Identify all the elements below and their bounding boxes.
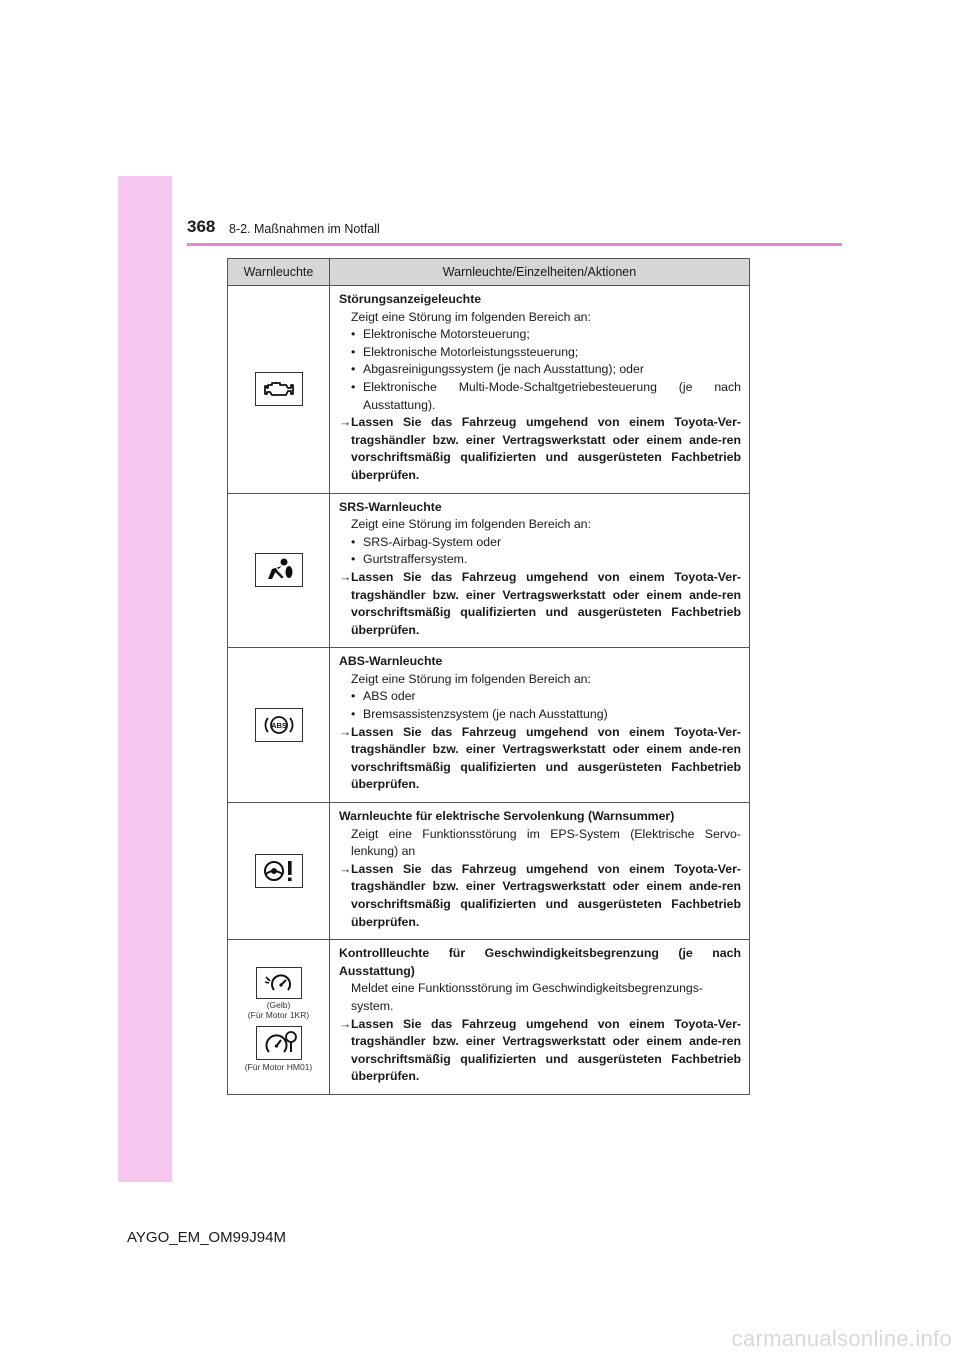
header-divider [187,243,842,246]
action-text: Lassen Sie das Fahrzeug umgehend von einem Toyota-Ver-tragshändler bzw. einer Vertragswerkstatt oder einem ande-ren vorschriftsmäßig qualifizierten und ausgerüsteten Fachbetrieb überprüfen. [351,1016,741,1084]
warning-intro: Zeigt eine Funktionsstörung im EPS-System (Elektrische Servo-lenkung) an [351,826,741,859]
warning-title: SRS-Warnleuchte [339,499,442,514]
abs-icon [255,708,303,742]
warning-title: Warnleuchte für elektrische Servolenkung (Warnsummer) [339,809,675,824]
icon-cell [228,648,330,803]
action-text: Lassen Sie das Fahrzeug umgehend von einem Toyota-Ver-tragshändler bzw. einer Vertragswerkstatt oder einem ande-ren vorschriftsmäßig qualifizierten und ausgerüsteten Fachbetrieb überprüfen. [351,415,741,482]
warning-light-table [227,258,750,1095]
action-note [339,724,741,794]
action-text: Lassen Sie das Fahrzeug umgehend von einem Toyota-Ver-tragshändler bzw. einer Vertragswerkstatt oder einem ande-ren vorschriftsmäßig qualifizierten und ausgerüsteten Fachbetrieb überprüfen. [351,724,741,792]
action-note [339,569,741,639]
action-note [339,861,741,931]
detail-cell [330,286,750,494]
arrow-icon: → [339,1016,352,1031]
engine-icon [255,372,303,406]
icon-note-color: (Gelb) [266,999,291,1010]
icon-cell [228,940,330,1095]
list-item: • SRS-Airbag-System oder [339,534,741,552]
arrow-icon: → [339,569,352,584]
detail-cell [330,493,750,648]
icon-cell [228,493,330,648]
chapter-tab-bar [118,176,172,1182]
list-item: • Gurtstraffersystem. [339,551,741,569]
list-item: • Bremsassistenzsystem (je nach Ausstattung) [339,706,741,724]
action-note [339,414,741,484]
table-row [228,648,750,803]
icon-cell [228,286,330,494]
speed-limiter-icon [256,967,302,999]
detail-cell [330,940,750,1095]
icon-cell [228,803,330,940]
airbag-icon [255,553,303,587]
detail-cell [330,803,750,940]
arrow-icon: → [339,861,352,876]
list-item: • Abgasreinigungssystem (je nach Ausstattung); oder [339,361,741,379]
icon-note-engine-1kr: (Für Motor 1KR) [247,1009,310,1020]
warning-intro: Meldet eine Funktionsstörung im Geschwindigkeitsbegrenzungs-system. [351,981,704,1013]
detail-cell [330,648,750,803]
warning-title: Kontrollleuchte für Geschwindigkeitsbegrenzung (je nach Ausstattung) [339,946,741,978]
table-header-row [228,259,750,286]
icon-note-engine-hm01: (Für Motor HM01) [244,1061,313,1072]
column-header-warning-light: Warnleuchte [228,259,330,286]
section-title: 8-2. Maßnahmen im Notfall [229,222,380,236]
action-text: Lassen Sie das Fahrzeug umgehend von einem Toyota-Ver-tragshändler bzw. einer Vertragswerkstatt oder einem ande-ren vorschriftsmäßig qualifizierten und ausgerüsteten Fachbetrieb überprüfen. [351,861,741,929]
list-item: • Elektronische Multi-Mode-Schaltgetriebesteuerung (je nach Ausstattung). [339,379,741,414]
table-row [228,286,750,494]
list-item: • ABS oder [339,688,741,706]
steering-warning-icon [255,854,303,888]
abs-icon-label: ABS [270,720,287,730]
table-row [228,803,750,940]
watermark: carmanualsonline.info [731,1326,952,1351]
list-item: • Elektronische Motorleistungssteuerung; [339,344,741,362]
table-row [228,940,750,1095]
arrow-icon: → [339,415,352,430]
warning-intro: Zeigt eine Störung im folgenden Bereich an: [351,309,591,324]
action-note [339,1016,741,1086]
page-number: 368 [187,217,216,236]
warning-intro: Zeigt eine Störung im folgenden Bereich an: [351,671,591,686]
speed-limiter-warning-icon [256,1026,302,1060]
warning-intro: Zeigt eine Störung im folgenden Bereich an: [351,517,591,532]
list-item: • Elektronische Motorsteuerung; [339,326,741,344]
arrow-icon: → [339,724,352,739]
manual-code: AYGO_EM_OM99J94M [127,1229,286,1246]
table-row [228,493,750,648]
column-header-details: Warnleuchte/Einzelheiten/Aktionen [330,259,750,286]
warning-title: ABS-Warnleuchte [339,654,443,669]
action-text: Lassen Sie das Fahrzeug umgehend von einem Toyota-Ver-tragshändler bzw. einer Vertragswerkstatt oder einem ande-ren vorschriftsmäßig qualifizierten und ausgerüsteten Fachbetrieb überprüfen. [351,569,741,637]
warning-title: Störungsanzeigeleuchte [339,292,482,306]
